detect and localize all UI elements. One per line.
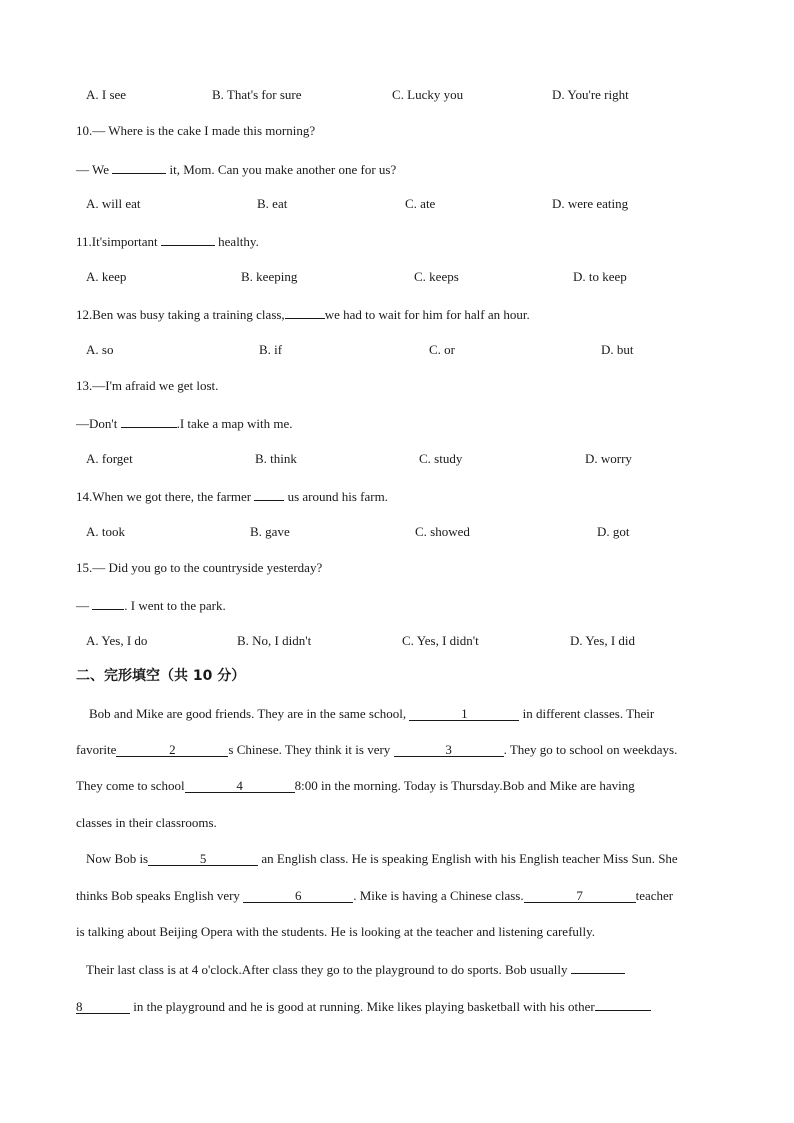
q10-option-b[interactable]: B. eat [257,196,288,211]
cloze-blank-5[interactable]: 5 [148,852,258,866]
q13-option-d[interactable]: D. worry [585,451,632,466]
q13-prompt: 13.—I'm afraid we get lost. [76,378,219,393]
q13-answer-blank[interactable] [121,414,177,428]
passage-text: s Chinese. They think it is very [228,742,391,757]
cloze-blank-7[interactable]: 7 [524,889,636,903]
q10-answer-blank[interactable] [112,160,166,174]
q14-answer-blank[interactable] [254,487,284,501]
passage-line [76,742,677,758]
passage-text: an English class. He is speaking English with his English teacher Miss Sun. She [261,851,678,866]
q15-option-c[interactable]: C. Yes, I didn't [402,633,479,648]
passage-text: in the playground and he is good at running. Mike likes playing basketball with his other [133,999,595,1014]
q13-option-a[interactable]: A. forget [86,451,133,466]
q13-reply-end: .I take a map with me. [176,416,293,431]
q12-prompt [76,305,530,323]
q11-prompt-start: 11.It'simportant [76,234,158,249]
passage-line [89,706,654,722]
q12-option-c[interactable]: C. or [429,342,455,357]
cloze-blank-8-start[interactable] [571,960,625,974]
passage-line: classes in their classrooms. [76,815,217,830]
passage-text: Now Bob is [86,851,149,866]
q14-option-d[interactable]: D. got [597,524,630,539]
q11-answer-blank[interactable] [161,232,215,246]
q14-option-a[interactable]: A. took [86,524,125,539]
cloze-blank-9-start[interactable] [595,997,651,1011]
passage-text: thinks Bob speaks English very [76,888,240,903]
q11-option-c[interactable]: C. keeps [414,269,459,284]
passage-text: They come to school [76,778,185,793]
q13-reply-start: —Don't [76,416,118,431]
q15-reply-start: — [76,598,89,613]
q15-reply-end: . I went to the park. [124,598,226,613]
q9-option-c[interactable]: C. Lucky you [392,87,464,102]
passage-text: Bob and Mike are good friends. They are in the same school, [89,706,407,721]
passage-text: in different classes. Their [522,706,655,721]
q12-prompt-end: we had to wait for him for half an hour. [324,307,530,322]
q15-prompt: 15.— Did you go to the countryside yesterday? [76,560,323,575]
cloze-blank-3[interactable]: 3 [394,743,504,757]
q10-prompt: 10.— Where is the cake I made this morning? [76,123,316,138]
q9-option-a[interactable]: A. I see [86,87,127,102]
q11-prompt-end: healthy. [218,234,259,249]
q10-option-a[interactable]: A. will eat [86,196,141,211]
passage-line [76,888,673,904]
passage-text: teacher [635,888,674,903]
q12-prompt-start: 12.Ben was busy taking a training class, [76,307,285,322]
cloze-blank-8[interactable]: 8 [76,1000,130,1014]
q10-option-c[interactable]: C. ate [405,196,436,211]
cloze-blank-6[interactable]: 6 [243,889,353,903]
passage-text: Their last class is at 4 o'clock.After class they go to the playground to do sports. Bob usually [86,962,568,977]
q11-prompt [76,232,259,250]
q10-option-d[interactable]: D. were eating [552,196,629,211]
q12-option-d[interactable]: D. but [601,342,634,357]
q13-reply [76,414,292,432]
section-heading-cloze: 二、完形填空（共 10 分） [76,668,246,684]
passage-line [86,960,625,978]
q9-option-b[interactable]: B. That's for sure [212,87,302,102]
q10-reply-end: it, Mom. Can you make another one for us? [169,162,397,177]
cloze-blank-4[interactable]: 4 [185,779,295,793]
cloze-blank-2[interactable]: 2 [116,743,228,757]
q15-answer-blank[interactable] [92,596,124,610]
q12-answer-blank[interactable] [285,305,325,319]
q11-option-b[interactable]: B. keeping [241,269,298,284]
q15-option-a[interactable]: A. Yes, I do [86,633,148,648]
passage-text: 8:00 in the morning. Today is Thursday.Bob and Mike are having [294,778,635,793]
q12-option-b[interactable]: B. if [259,342,283,357]
q15-reply [76,596,226,614]
passage-text: favorite [76,742,117,757]
q14-prompt [76,487,388,505]
q14-option-c[interactable]: C. showed [415,524,470,539]
passage-line: is talking about Beijing Opera with the students. He is looking at the teacher and listening carefully. [76,924,596,939]
passage-text: . They go to school on weekdays. [503,742,678,757]
passage-line [76,997,651,1015]
q15-option-b[interactable]: B. No, I didn't [237,633,312,648]
q14-option-b[interactable]: B. gave [250,524,290,539]
q11-option-a[interactable]: A. keep [86,269,127,284]
passage-text: . Mike is having a Chinese class. [353,888,524,903]
cloze-blank-1[interactable]: 1 [409,707,519,721]
q14-prompt-end: us around his farm. [287,489,388,504]
q12-option-a[interactable]: A. so [86,342,114,357]
q14-prompt-start: 14.When we got there, the farmer [76,489,252,504]
q13-option-c[interactable]: C. study [419,451,463,466]
q9-option-d[interactable]: D. You're right [552,87,629,102]
q10-reply-start: — We [76,162,110,177]
q11-option-d[interactable]: D. to keep [573,269,627,284]
passage-line [76,778,635,794]
q15-option-d[interactable]: D. Yes, I did [570,633,636,648]
q10-reply [76,160,396,178]
passage-line [86,851,678,867]
q13-option-b[interactable]: B. think [255,451,297,466]
